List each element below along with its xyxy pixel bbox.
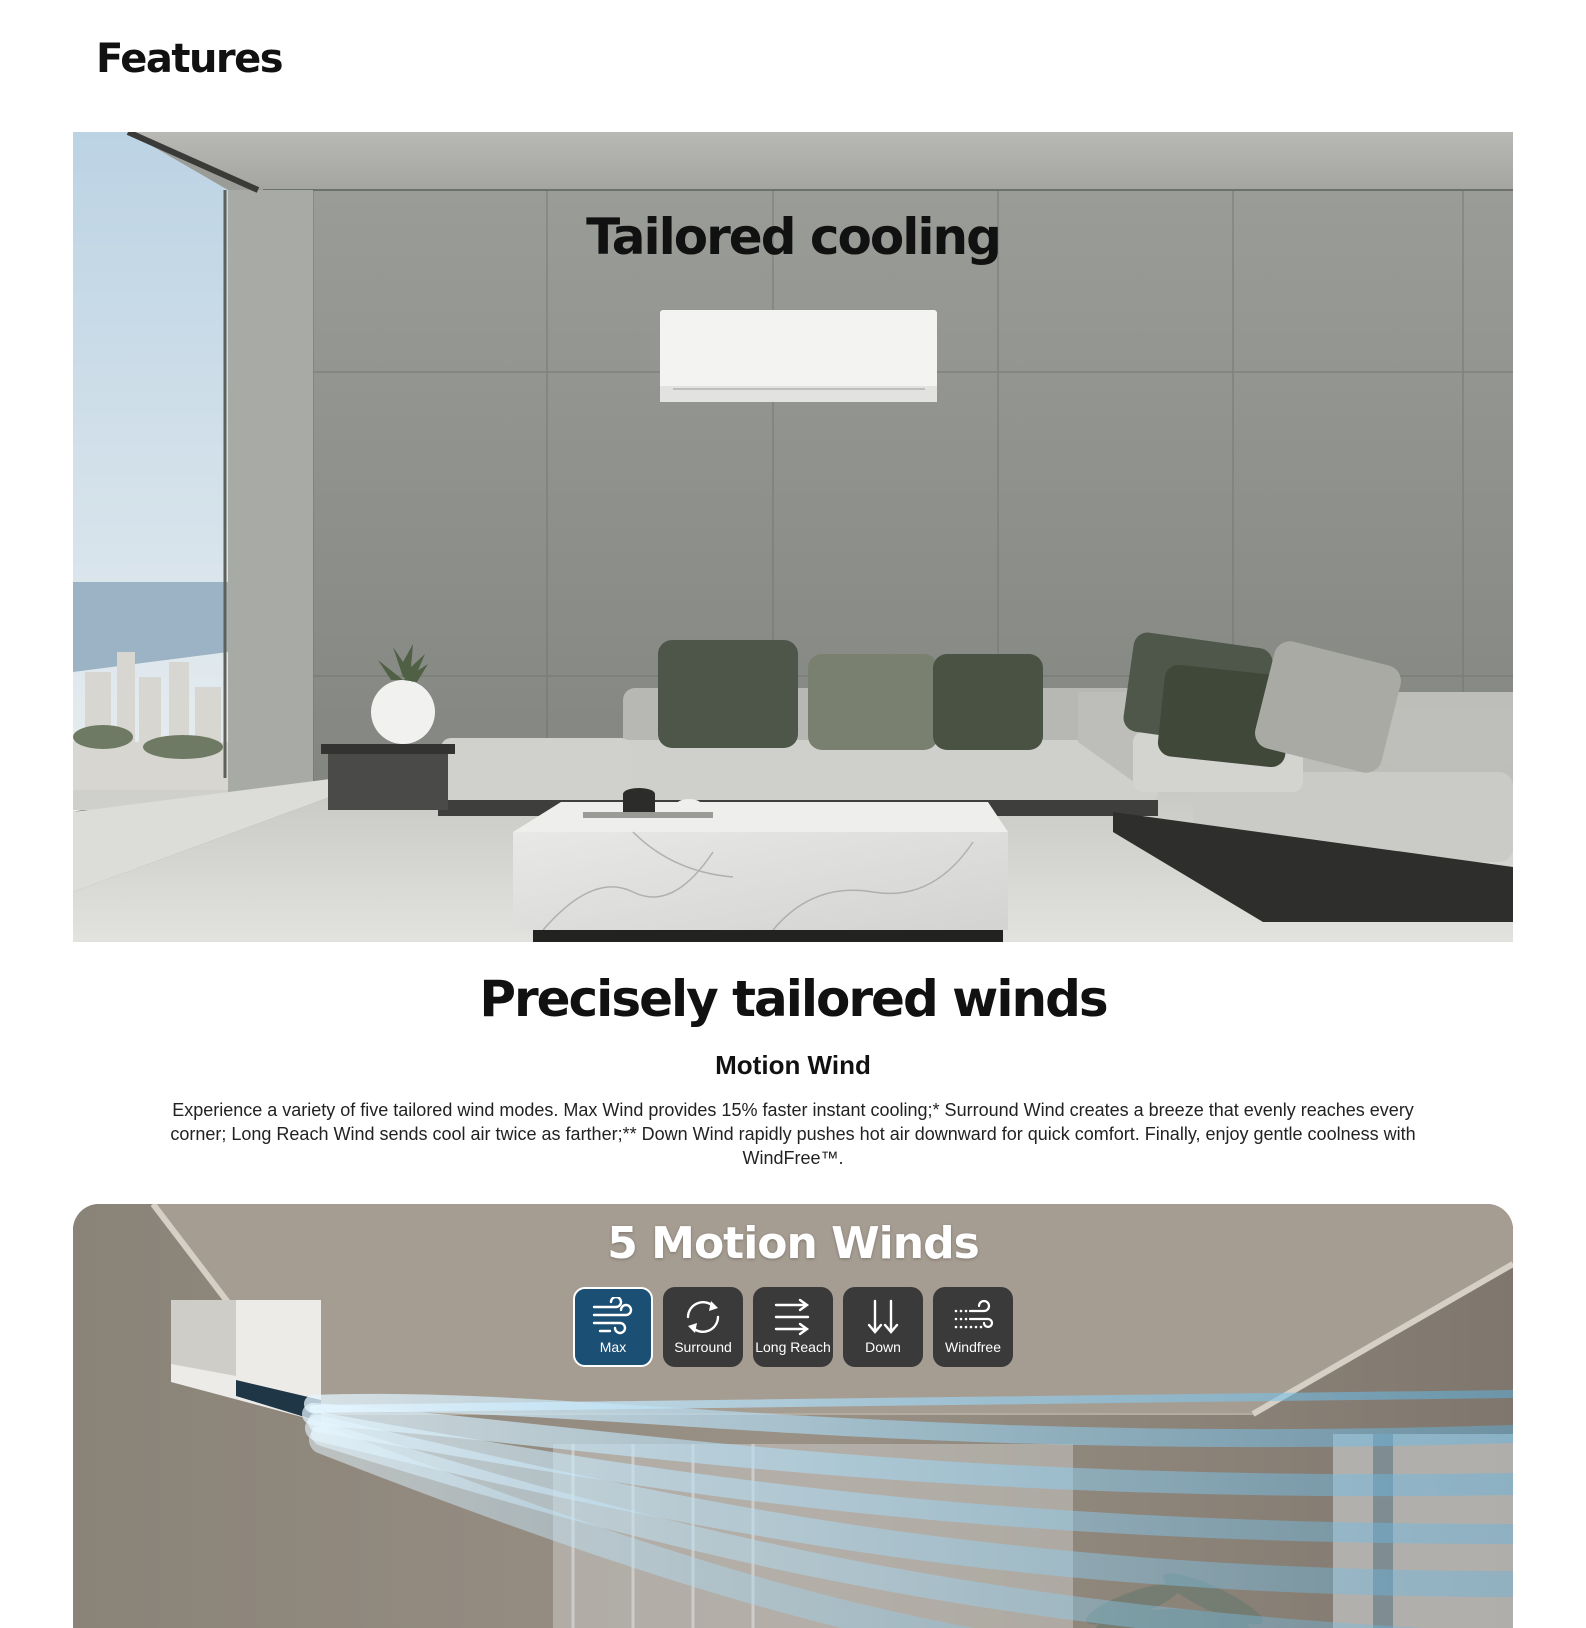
long-reach-icon	[770, 1297, 816, 1337]
wind-mode-label: Down	[865, 1339, 901, 1355]
wind-mode-long-reach[interactable]	[753, 1287, 833, 1367]
wind-mode-windfree[interactable]	[933, 1287, 1013, 1367]
wind-mode-label: Long Reach	[755, 1339, 831, 1355]
motion-winds-banner	[73, 1204, 1513, 1628]
motion-winds-title: 5 Motion Winds	[607, 1218, 979, 1269]
section-subtitle: Motion Wind	[715, 1050, 871, 1080]
features-heading: Features	[96, 36, 283, 82]
windfree-icon	[950, 1297, 996, 1337]
wind-max-icon	[590, 1297, 636, 1337]
section-description: Experience a variety of five tailored wind modes. Max Wind provides 15% faster instant cooling;* Surround Wind creates a breeze that evenly reaches every corner; Long Reach Wind sends cool air twice as farther;** Down Wind rapidly pushes hot air downward for quick comfort. Finally, enjoy gentle coolness with WindFree™.	[170, 1100, 1416, 1168]
hero-title: Tailored cooling	[586, 208, 1000, 266]
wind-mode-max[interactable]	[573, 1287, 653, 1367]
surround-icon	[680, 1297, 726, 1337]
hero-image-living-room	[73, 132, 1513, 942]
wind-mode-selector	[73, 1287, 1513, 1367]
wind-mode-surround[interactable]	[663, 1287, 743, 1367]
wind-mode-label: Windfree	[944, 1339, 1002, 1355]
section-title: Precisely tailored winds	[479, 970, 1107, 1028]
wind-mode-label: Surround	[674, 1339, 732, 1355]
wind-mode-down[interactable]	[843, 1287, 923, 1367]
down-arrows-icon	[860, 1297, 906, 1337]
wind-mode-label: Max	[599, 1339, 627, 1355]
